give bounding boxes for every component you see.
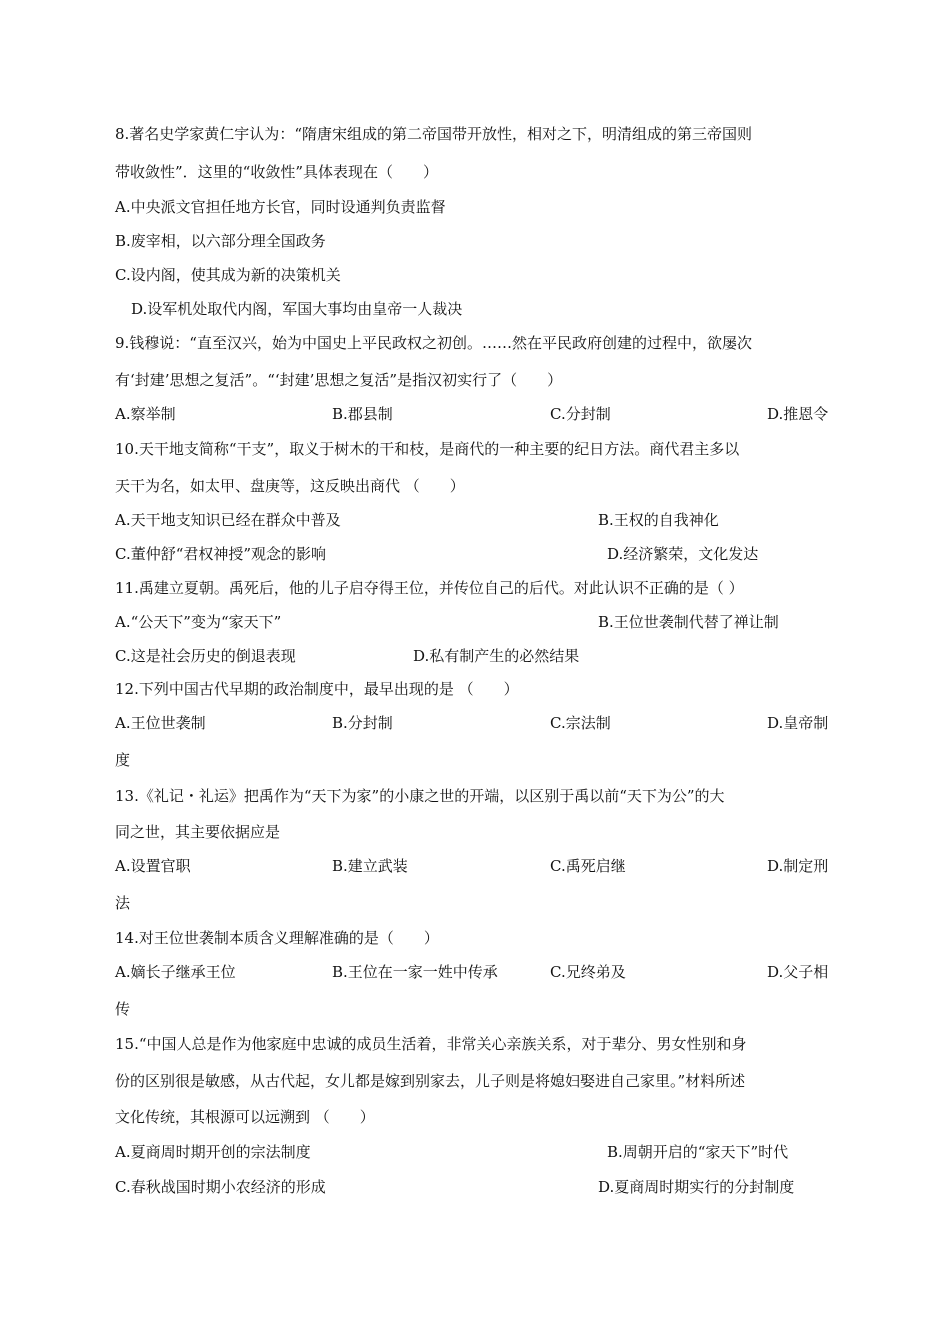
question-11-line-1: 11.禹建立夏朝。禹死后，他的儿子启夺得王位，并传位自己的后代。对此认识不正确的是（ ） <box>115 579 744 597</box>
question-11-option-a: A.“公天下”变为“家天下” <box>115 613 282 631</box>
question-9-option-b: B.郡县制 <box>332 405 393 423</box>
question-8-line-2: 带收敛性”．这里的“收敛性”具体表现在（ ） <box>115 163 439 181</box>
question-13-option-d-continuation: 法 <box>115 894 131 912</box>
question-14-option-a: A.嫡长子继承王位 <box>115 963 236 981</box>
question-9-option-d: D.推恩令 <box>767 405 829 423</box>
question-10-option-a: A.天干地支知识已经在群众中普及 <box>115 511 341 529</box>
question-10-line-2: 天干为名，如太甲、盘庚等，这反映出商代 （ ） <box>115 477 465 495</box>
question-15-line-1: 15.“中国人总是作为他家庭中忠诚的成员生活着，非常关心亲族关系，对于辈分、男女性别和身 <box>115 1035 747 1053</box>
question-8-line-1: 8.著名史学家黄仁宇认为：“隋唐宋组成的第二帝国带开放性，相对之下，明清组成的第三帝国则 <box>115 125 752 143</box>
question-12-option-c: C.宗法制 <box>550 714 611 732</box>
question-9-line-1: 9.钱穆说：“直至汉兴，始为中国史上平民政权之初创。……然在平民政府创建的过程中，欲屡次 <box>115 334 752 352</box>
question-10-option-d: D.经济繁荣，文化发达 <box>607 545 759 563</box>
question-11-option-b: B.王位世袭制代替了禅让制 <box>598 613 779 631</box>
question-8-option-b: B.废宰相，以六部分理全国政务 <box>115 232 326 250</box>
question-12-option-d: D.皇帝制 <box>767 714 829 732</box>
question-14-option-d-continuation: 传 <box>115 1000 131 1018</box>
question-15-option-b: B.周朝开启的“家天下”时代 <box>607 1143 789 1161</box>
question-14-line-1: 14.对王位世袭制本质含义理解准确的是（ ） <box>115 929 439 947</box>
question-15-option-c: C.春秋战国时期小农经济的形成 <box>115 1178 326 1196</box>
question-15-option-d: D.夏商周时期实行的分封制度 <box>598 1178 795 1196</box>
question-11-option-c: C.这是社会历史的倒退表现 <box>115 647 296 665</box>
question-12-option-b: B.分封制 <box>332 714 393 732</box>
question-12-option-d-continuation: 度 <box>115 751 131 769</box>
question-15-line-2: 份的区别很是敏感，从古代起，女儿都是嫁到别家去，儿子则是将媳妇娶进自己家里。”材料所述 <box>115 1072 746 1090</box>
question-9-option-c: C.分封制 <box>550 405 611 423</box>
question-8-option-c: C.设内阁，使其成为新的决策机关 <box>115 266 341 284</box>
question-12-option-a: A.王位世袭制 <box>115 714 206 732</box>
question-10-option-c: C.董仲舒“君权神授”观念的影响 <box>115 545 327 563</box>
question-10-line-1: 10.天干地支简称“干支”，取义于树木的干和枝，是商代的一种主要的纪日方法。商代君主多以 <box>115 440 740 458</box>
question-12-line-1: 12.下列中国古代早期的政治制度中，最早出现的是 （ ） <box>115 680 519 698</box>
question-14-option-b: B.王位在一家一姓中传承 <box>332 963 498 981</box>
question-13-line-1: 13.《礼记・礼运》把禹作为“天下为家”的小康之世的开端，以区别于禹以前“天下为公”的大 <box>115 787 725 805</box>
question-13-option-b: B.建立武装 <box>332 857 408 875</box>
question-8-option-d: D.设军机处取代内阁，军国大事均由皇帝一人裁决 <box>131 300 463 318</box>
question-10-option-b: B.王权的自我神化 <box>598 511 719 529</box>
question-13-option-c: C.禹死启继 <box>550 857 626 875</box>
question-15-option-a: A.夏商周时期开创的宗法制度 <box>115 1143 311 1161</box>
question-13-line-2: 同之世，其主要依据应是 <box>115 823 281 841</box>
question-11-option-d: D.私有制产生的必然结果 <box>413 647 580 665</box>
question-13-option-a: A.设置官职 <box>115 857 191 875</box>
question-14-option-d: D.父子相 <box>767 963 829 981</box>
question-15-line-3: 文化传统，其根源可以远溯到 （ ） <box>115 1108 375 1126</box>
question-13-option-d: D.制定刑 <box>767 857 829 875</box>
question-14-option-c: C.兄终弟及 <box>550 963 626 981</box>
question-9-option-a: A.察举制 <box>115 405 176 423</box>
question-8-option-a: A.中央派文官担任地方长官，同时设通判负责监督 <box>115 198 446 216</box>
question-9-line-2: 有‘封建’思想之复活”。“‘封建’思想之复活”是指汉初实行了（ ） <box>115 371 563 389</box>
